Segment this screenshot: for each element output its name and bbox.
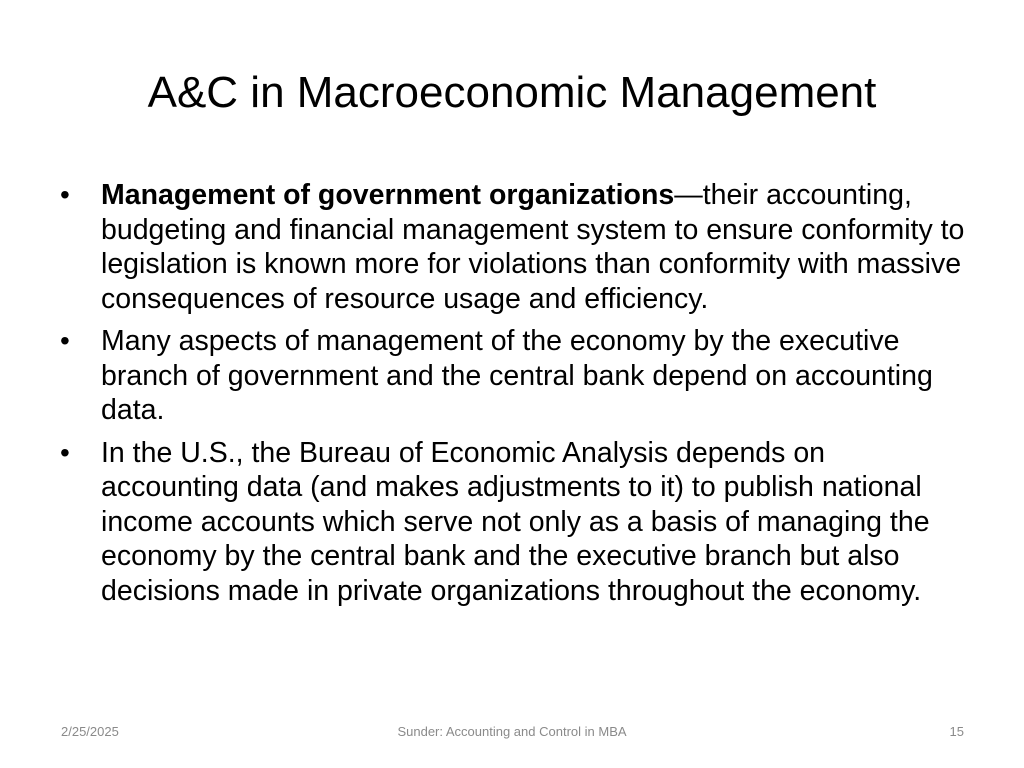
- bullet-bold-text: Management of government organizations: [101, 179, 675, 211]
- slide-number: 15: [949, 724, 964, 739]
- bullet-list: [60, 178, 970, 616]
- bullet-dot-icon: •: [60, 436, 70, 468]
- bullet-item-2: [60, 324, 970, 428]
- slide-title: A&C in Macroeconomic Management: [147, 68, 877, 117]
- bullet-item-1: [60, 178, 970, 316]
- bullet-text: Many aspects of management of the economy by the executive branch of government and the central bank depend on accounting data.: [101, 325, 933, 426]
- bullet-text: —their accounting, budgeting and financial management system to ensure conformity to legislation is known more for violations than conformity with massive consequences of resource usage and efficiency.: [101, 179, 965, 315]
- bullet-item-3: [60, 436, 970, 609]
- footer-title: Sunder: Accounting and Control in MBA: [397, 724, 627, 739]
- bullet-dot-icon: •: [60, 325, 70, 356]
- bullet-text: In the U.S., the Bureau of Economic Analysis depends on accounting data (and makes adjustments to it) to publish national income accounts which serve not only as a basis of managing the economy by the central bank and the executive branch but also decisions made in private organizations throughout the economy.: [101, 436, 930, 607]
- footer-date: 2/25/2025: [61, 724, 119, 739]
- bullet-dot-icon: •: [60, 179, 70, 210]
